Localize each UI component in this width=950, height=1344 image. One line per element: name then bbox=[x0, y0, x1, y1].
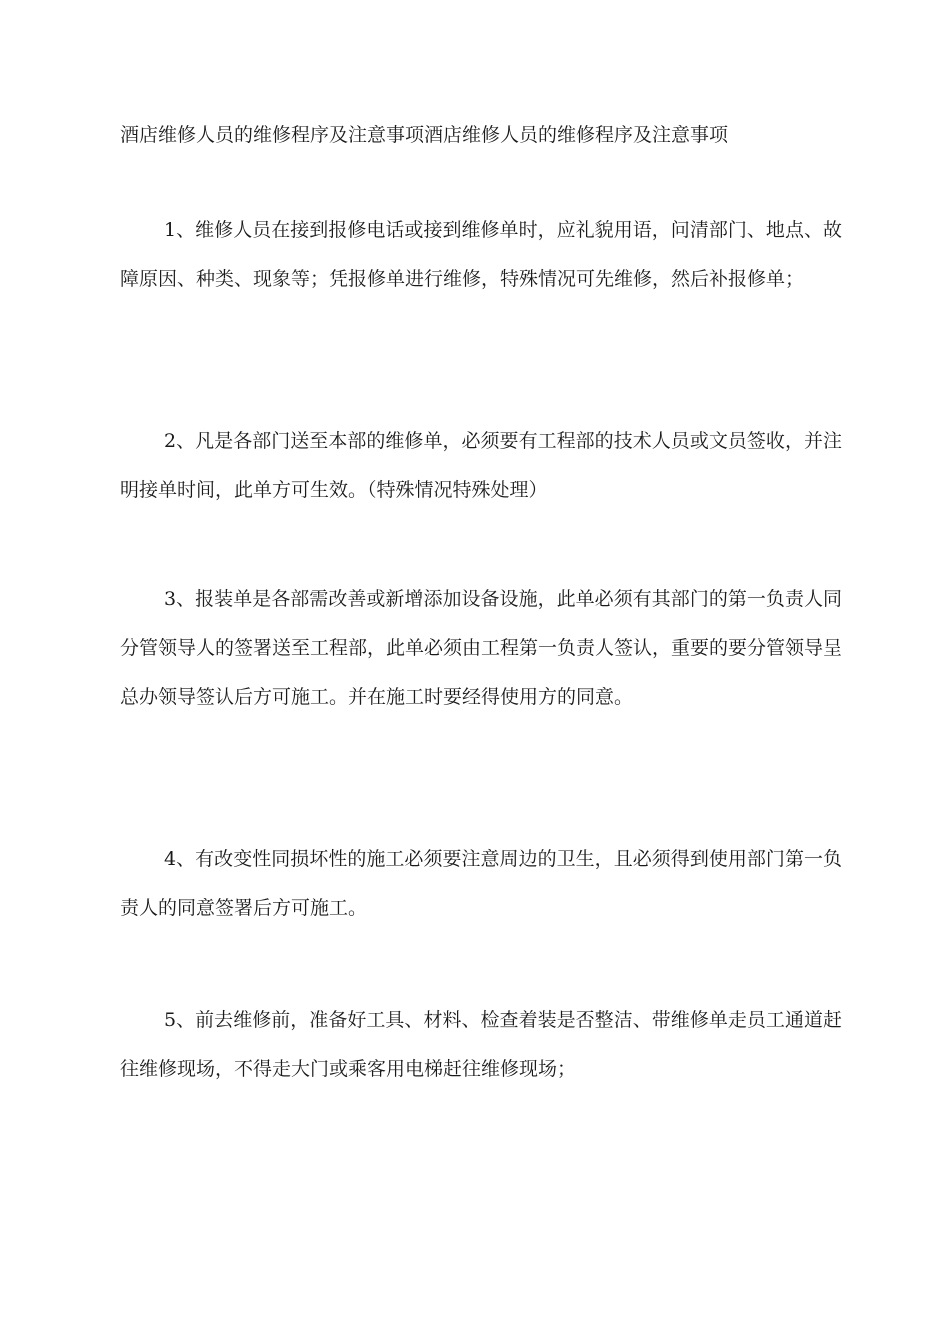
document-title: 酒店维修人员的维修程序及注意事项酒店维修人员的维修程序及注意事项 bbox=[120, 124, 729, 146]
paragraph-5: 5、前去维修前，准备好工具、材料、检查着装是否整洁、带维修单走员工通道赶往维修现场，不得走大门或乘客用电梯赶往维修现场； bbox=[120, 1009, 842, 1080]
paragraph-3: 3、报装单是各部需改善或新增添加设备设施，此单必须有其部门的第一负责人同分管领导人的签署送至工程部，此单必须由工程第一负责人签认，重要的要分管领导呈总办领导签认后方可施工。并在施工时要经得使用方的同意。 bbox=[120, 588, 843, 708]
paragraph-1: 1、维修人员在接到报修电话或接到维修单时，应礼貌用语，问清部门、地点、故障原因、种类、现象等；凭报修单进行维修，特殊情况可先维修，然后补报修单； bbox=[120, 219, 842, 290]
paragraph-4: 4、有改变性同损坏性的施工必须要注意周边的卫生，且必须得到使用部门第一负责人的同意签署后方可施工。 bbox=[120, 848, 842, 919]
paragraph-2: 2、凡是各部门送至本部的维修单，必须要有工程部的技术人员或文员签收，并注明接单时间，此单方可生效。（特殊情况特殊处理） bbox=[120, 430, 842, 501]
